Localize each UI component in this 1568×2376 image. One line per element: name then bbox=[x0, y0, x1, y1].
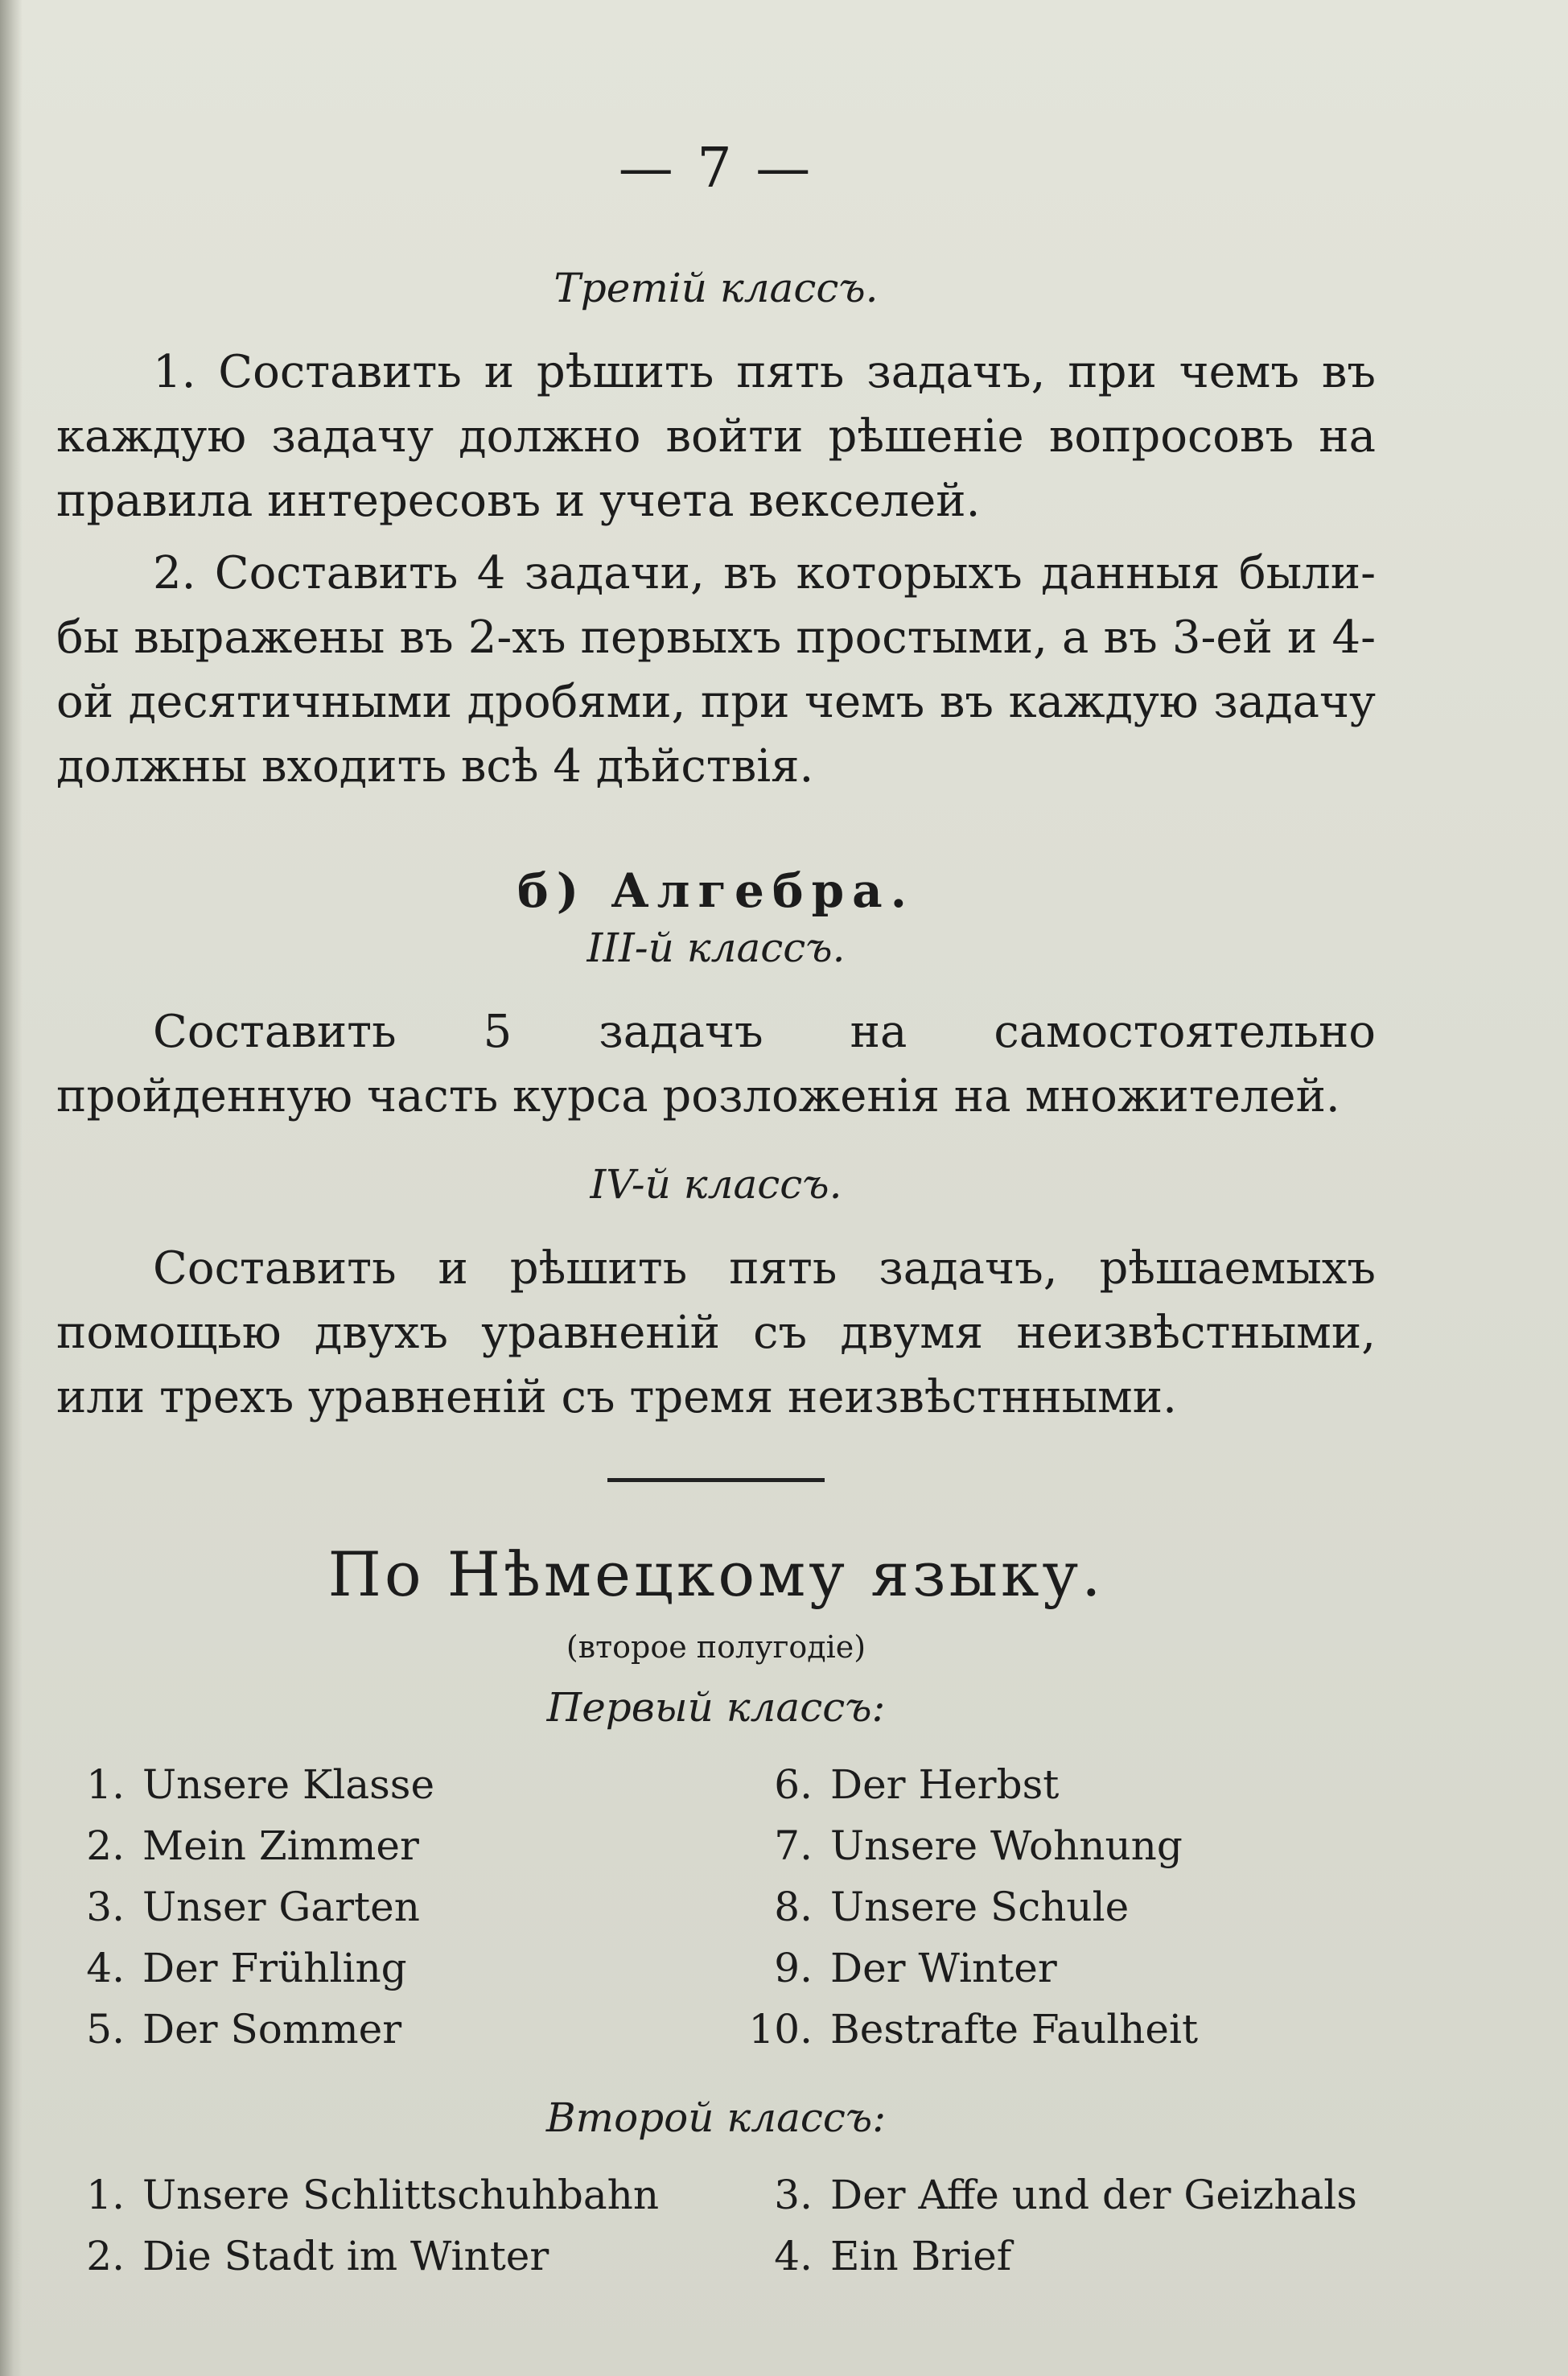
list-item: 3. Der Affe und der Geizhals bbox=[774, 2172, 1357, 2218]
german-first-class-title: Первый классъ: bbox=[546, 1684, 886, 1731]
algebra-class4-title: IV-й классъ. bbox=[590, 1161, 842, 1208]
semester-note: (второе полугодіе) bbox=[566, 1629, 866, 1665]
german-second-class-title: Второй классъ: bbox=[545, 2094, 887, 2141]
list-item: 5. Der Sommer bbox=[86, 2006, 402, 2053]
page-number: — 7 — bbox=[618, 137, 814, 200]
algebra-class4-task: Составить и рѣшить пять задачъ, рѣшаемыхъ помощью двухъ уравненій съ двумя неизвѣстными, или трехъ уравненій съ тремя неизвѣстнными. bbox=[56, 1242, 1376, 1423]
list-item: 8. Unsere Schule bbox=[774, 1884, 1130, 1930]
arithmetic-task-1: 1. Составить и рѣшить пять задачъ, при чемъ въ каждую задачу должно войти рѣшеніе вопросовъ на правила интересовъ и учета векселей. bbox=[56, 346, 1376, 527]
list-item: 2. Die Stadt im Winter bbox=[86, 2233, 549, 2279]
german-heading: По Нѣмецкому языку. bbox=[327, 1538, 1105, 1610]
first-class-topic-list bbox=[56, 1760, 1376, 2054]
algebra-heading: б) Алгебра. bbox=[517, 863, 915, 918]
list-item: 7. Unsere Wohnung bbox=[774, 1822, 1183, 1869]
algebra-class3-title: III-й классъ. bbox=[586, 924, 846, 971]
algebra-class3-task: Составить 5 задачъ на самостоятельно пройденную часть курса розложенія на множителей. bbox=[56, 1006, 1376, 1122]
page-content bbox=[56, 137, 1376, 2321]
arithmetic-task-2: 2. Составить 4 задачи, въ которыхъ данныя были-бы выражены въ 2-хъ первыхъ простыми, а въ 3-ей и 4-ой десятичными дробями, при чемъ въ каждую задачу должны входить всѣ 4 дѣйствія. bbox=[56, 547, 1376, 793]
list-item: 4. Ein Brief bbox=[774, 2233, 1012, 2279]
list-item: 2. Mein Zimmer bbox=[86, 1822, 419, 1869]
list-item: 10. Bestrafte Faulheit bbox=[748, 2006, 1199, 2053]
second-class-topic-list bbox=[56, 2170, 1376, 2281]
list-item: 4. Der Frühling bbox=[86, 1945, 407, 1991]
section-divider bbox=[607, 1478, 825, 1482]
list-item: 6. Der Herbst bbox=[774, 1761, 1060, 1808]
list-item: 9. Der Winter bbox=[774, 1945, 1057, 1991]
list-item: 3. Unser Garten bbox=[86, 1884, 420, 1930]
list-item: 1. Unsere Schlittschuhbahn bbox=[86, 2172, 660, 2218]
arithmetic-class-title: Третій классъ. bbox=[554, 265, 879, 311]
list-item: 1. Unsere Klasse bbox=[86, 1761, 435, 1808]
binding-shadow bbox=[0, 0, 23, 2376]
